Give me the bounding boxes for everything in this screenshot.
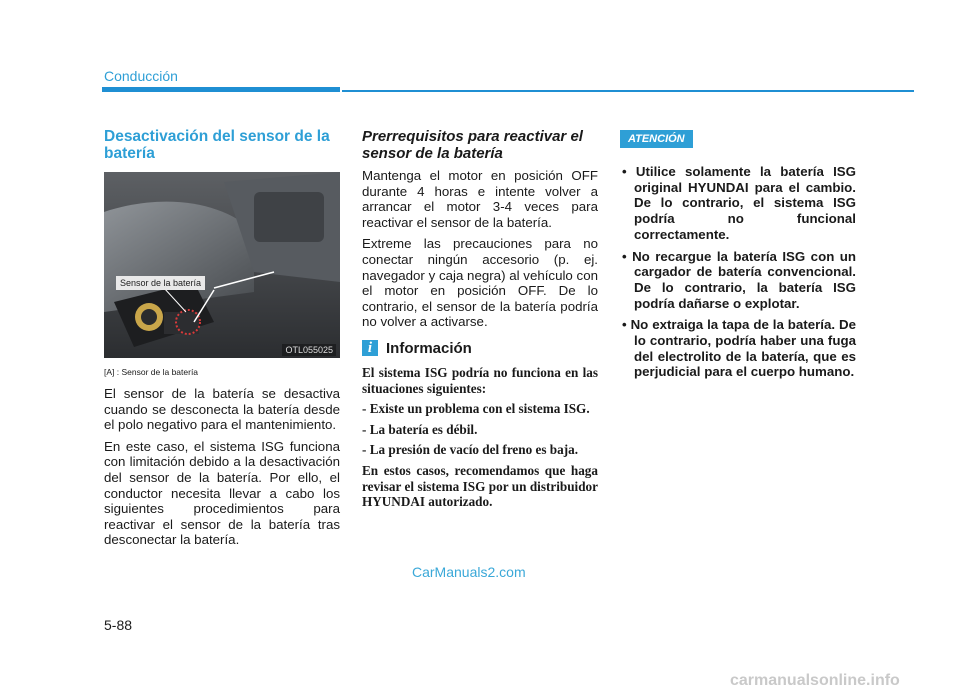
section-header: Conducción [104, 68, 178, 84]
watermark[interactable]: carmanualsonline.info [730, 672, 900, 689]
caution-item: • No recargue la batería ISG con un cargador de batería convencional. De lo contrario, la batería ISG podría dañarse o explotar. [622, 248, 856, 311]
column-left [104, 128, 340, 554]
column-right [620, 128, 856, 386]
info-list-item: - La batería es débil. [362, 421, 478, 437]
info-icon: i [362, 340, 378, 356]
info-heading [362, 340, 598, 357]
page-number: 5-88 [104, 617, 133, 633]
info-paragraph: En estos casos, recomendamos que haga revisar el sistema ISG por un distribuidor HYUNDAI autorizado. [362, 462, 598, 510]
info-title: Información [386, 339, 472, 357]
section-title: Desactivación del sensor de la batería [104, 128, 330, 162]
watermark[interactable]: CarManuals2.com [412, 564, 526, 580]
paragraph: Extreme las precauciones para no conectar ningún accesorio (p. ej. navegador y caja negra) al vehículo con el motor en posición OFF. De lo contrario, el sensor de la batería podría no volver a activarse. [362, 236, 598, 330]
caution-list [620, 164, 856, 380]
photo-label: Sensor de la batería [116, 276, 205, 290]
header-rule-thin [342, 90, 914, 92]
section-title: Prerrequisitos para reactivar el sensor de la batería [362, 128, 583, 162]
column-middle [362, 128, 598, 515]
photo-code: OTL055025 [282, 344, 336, 356]
header-rule-thick [102, 87, 340, 92]
battery-sensor-photo [104, 172, 340, 358]
paragraph: Mantenga el motor en posición OFF durante 4 horas e intente volver a arrancar el motor 3-4 veces para reactivar el sensor de la batería. [362, 168, 598, 230]
info-list-item: - La presión de vacío del freno es baja. [362, 442, 579, 458]
info-paragraph: El sistema ISG podría no funciona en las situaciones siguientes: [362, 364, 598, 396]
paragraph: En este caso, el sistema ISG funciona con limitación debido a la desactivación del sensor de la batería. Por ello, el conductor necesita llevar a cabo los siguientes procedimientos para reactivar el sensor de la batería tras desconectar la batería. [104, 438, 340, 548]
info-list-item: - Existe un problema con el sistema ISG. [362, 401, 590, 417]
engine-bay-illustration [104, 172, 340, 358]
photo-caption: [A] : Sensor de la batería [104, 367, 199, 377]
caution-badge: ATENCIÓN [620, 130, 693, 148]
caution-item: • No extraiga la tapa de la batería. De lo contrario, podría haber una fuga del electrolito de la batería, que es perjudicial para el cuerpo humano. [622, 317, 856, 380]
paragraph: El sensor de la batería se desactiva cuando se desconecta la batería desde el polo negativo para el mantenimiento. [104, 386, 340, 433]
caution-item: • Utilice solamente la batería ISG original HYUNDAI para el cambio. De lo contrario, el sistema ISG podría no funcional correctamente. [622, 164, 856, 242]
